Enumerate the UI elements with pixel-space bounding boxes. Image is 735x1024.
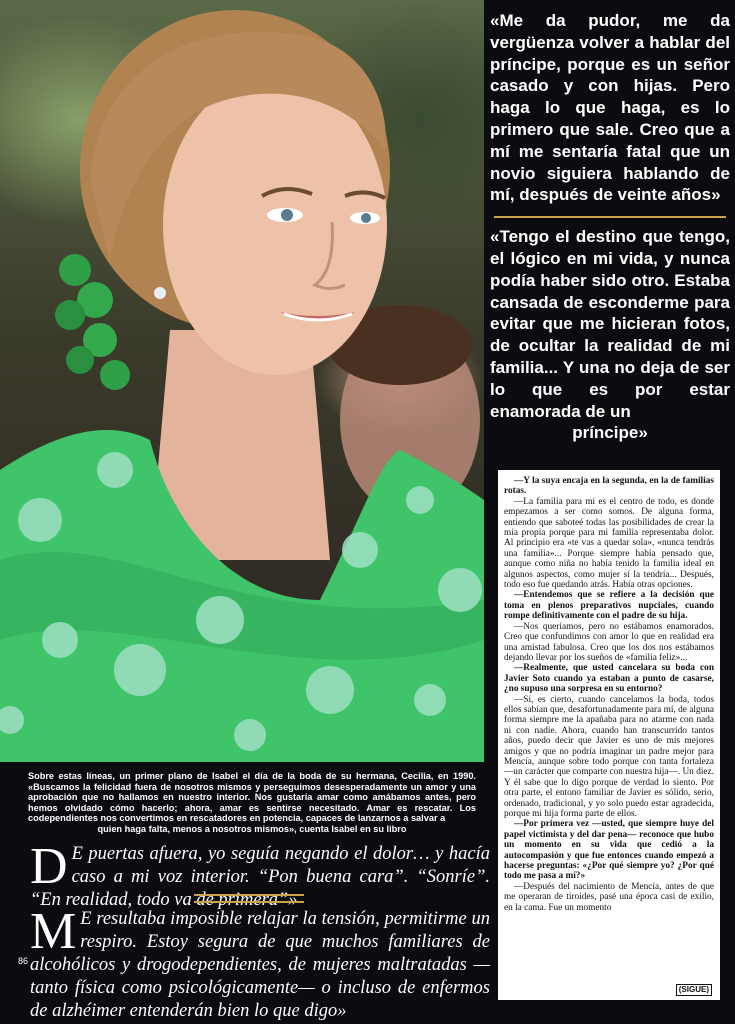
pull-divider [194, 894, 304, 903]
portrait-photo [0, 0, 484, 762]
interview-answer: —La familia para mí es el centro de todo, es donde empezamos a ser como somos. De alguna forma, entiendo que saboteé todas las posibilidades de crear la mía propia porque para mi familia representaba dolor. Al principio era «te vas a quedar sola», «nunca tendrás una familia»... Porque siempre había pensado que, aunque como niña no había tenido la familia ideal en algunos aspectos, como mujer sí la tendría... Después, todo eso fue quedando atrás. Había otras opciones. [504, 496, 714, 591]
pull-quote-text: E puertas afuera, yo seguía negando el dolor… y hacía caso a mi voz interior. “Pon buena cara”. “Sonríe”. “En realidad, todo va de primera”» [30, 844, 490, 910]
drop-cap: D [30, 838, 68, 895]
interview-answer: —Sí, es cierto, cuando cancelamos la boda, todos ellos sabían que, desafortunadamente para mí, de alguna forma siempre me la apañaba para no atarme con nada ni con nadie. Ahora, cuando han transcurrido tantos años, puedo decir que Javier es uno de mis mejores amigos y que no podría imaginar un padre mejor para Mencía, aunque sobre todo porque con tanta fortaleza —un carácter que comparte con nuestra hija—. Un diez. Y él sabe que lo digo porque de verdad lo siento. Por otra parte, el entono familiar de Javier es sólido, serio, ordenado, tradicional, y yo solo puedo estar agradecida, porque mi hija forma parte de ellos. [504, 694, 714, 819]
interview-answer: —Nos queríamos, pero no estábamos enamorados. Creo que confundimos con amor lo que en realidad era una amistad fabulosa. Creo que los dos nos estábamos dejando llevar por los sueños de «familia feliz»... [504, 621, 714, 663]
quote-divider [494, 216, 726, 218]
quote-2: «Tengo el destino que tengo, el lógico en mi vida, y nunca podía haber sido otro. Estaba cansada de esconderme para evitar que me hicieran fotos, de ocultar la realidad de mi familia... Y una no deja de ser lo que es por estar enamorada de un [490, 227, 730, 421]
caption-text-end: quien haga falta, menos a nosotros mismos», cuenta Isabel en su libro [97, 823, 407, 834]
pull-quote-2 [30, 903, 490, 1023]
portrait-illustration [0, 0, 484, 762]
quote-2-end: príncipe» [572, 423, 648, 443]
photo-caption [28, 771, 476, 835]
pull-quote-text: E resultaba imposible relajar la tensión, permitirme un respiro. Estoy segura de que muchos familiares de alcohólicos y drogodependientes, de mujeres maltratadas —tanto física como psicológicamente— o incluso de enfermos de alzhéimer entenderán bien lo que digo» [30, 909, 490, 1021]
interview-question: —Realmente, que usted cancelara su boda con Javier Soto cuando ya estaban a punto de casarse, ¿no supuso una sorpresa en su entorno? [504, 663, 714, 695]
interview-question: —Entendemos que se refiere a la decisión que toma en plenos preparativos nupciales, cuando rompe definitivamente con el padre de su hija. [504, 590, 714, 622]
quote-1: «Me da pudor, me da vergüenza volver a hablar del príncipe, porque es un señor casado y con hijas. Pero haga lo que haga, es lo primero que sale. Creo que a mí me sentaría fatal que un novio siguiera hablando de mí, después de veinte años» [490, 11, 730, 205]
continues-label: (SIGUE) [676, 984, 712, 996]
page-number: 86 [18, 956, 29, 966]
highlight-quotes [490, 10, 730, 444]
interview-column [498, 470, 720, 1000]
interview-question: —Por primera vez —usted, que siempre huye del papel victimista y del dar pena— reconoce que hubo un momento en su vida que cedió a la autocompasión y que fue entonces cuando empezó a hacerse preguntas: «¿Por qué siempre yo? ¿Por qué todo me pasa a mí?» [504, 819, 714, 882]
caption-text: Sobre estas líneas, un primer plano de Isabel el día de la boda de su hermana, Cecilia, en 1990. «Buscamos la felicidad fuera de nosotros mismos y perseguimos desesperadamente un amor y una aprobación que no hallamos en nuestro interior. Nos gustaría amar como amábamos antes, pero hemos olvidado cómo hacerlo; ahora, amar es sentirse necesitado. Amar es rescatar. Los codependientes nos convertimos en rescatadores en potencia, capaces de lanzarnos a salvar a [28, 771, 476, 824]
drop-cap: M [30, 903, 77, 960]
interview-answer: —Después del nacimiento de Mencía, antes de que me operaran de tiroides, pasé una época casi de exilio, en la cama. Fue un momento [504, 881, 714, 913]
interview-question: —Y la suya encaja en la segunda, en la de familias rotas. [504, 476, 714, 497]
